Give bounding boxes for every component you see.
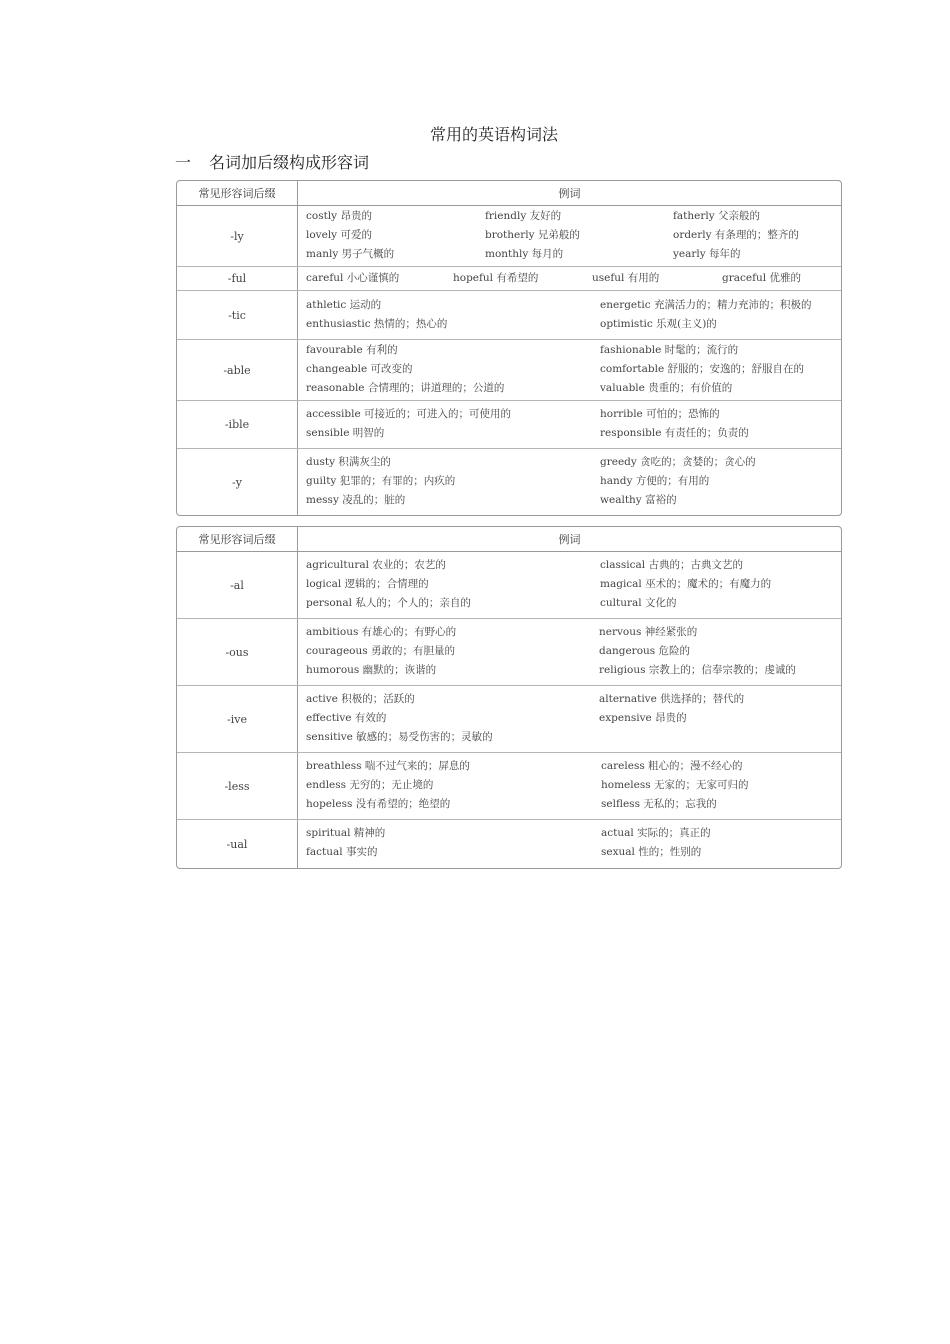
example-word: athletic 运动的	[306, 299, 382, 311]
example-word: ambitious 有雄心的；有野心的	[306, 626, 457, 638]
example-word: guilty 犯罪的；有罪的；内疚的	[306, 475, 456, 487]
example-word: dusty 积满灰尘的	[306, 456, 391, 468]
example-word: accessible 可接近的；可进入的；可使用的	[306, 408, 512, 420]
example-word: actual 实际的；真正的	[601, 827, 711, 839]
examples-cell	[298, 340, 841, 400]
examples-cell	[298, 552, 841, 618]
examples-cell	[298, 753, 841, 819]
suffix-cell: -ous	[177, 619, 298, 685]
examples-cell	[298, 291, 841, 339]
table-row	[177, 552, 841, 619]
example-word: optimistic 乐观(主义)的	[600, 318, 717, 330]
example-word: wealthy 富裕的	[600, 494, 677, 506]
example-word: hopeless 没有希望的；绝望的	[306, 798, 451, 810]
example-word: graceful 优雅的	[722, 272, 801, 284]
example-word: breathless 喘不过气来的；屏息的	[306, 760, 470, 772]
examples-cell	[298, 449, 841, 515]
suffix-cell: -ly	[177, 206, 298, 266]
example-word: effective 有效的	[306, 712, 387, 724]
suffix-cell: -ual	[177, 820, 298, 868]
example-word: humorous 幽默的；诙谐的	[306, 664, 437, 676]
example-word: enthusiastic 热情的；热心的	[306, 318, 448, 330]
example-word: comfortable 舒服的；安逸的；舒服自在的	[600, 363, 804, 375]
example-word: expensive 昂贵的	[599, 712, 687, 724]
table-header	[177, 181, 841, 206]
table-row	[177, 291, 841, 340]
example-word: reasonable 合情理的；讲道理的；公道的	[306, 382, 505, 394]
example-word: favourable 有利的	[306, 344, 398, 356]
table-row	[177, 401, 841, 449]
section-number: 一	[175, 153, 192, 172]
example-word: costly 昂贵的	[306, 210, 372, 222]
examples-cell	[298, 267, 841, 290]
example-word: handy 方便的；有用的	[600, 475, 710, 487]
examples-cell	[298, 686, 841, 752]
example-word: responsible 有责任的；负责的	[600, 427, 749, 439]
example-word: hopeful 有希望的	[453, 272, 539, 284]
example-word: brotherly 兄弟般的	[485, 229, 580, 241]
header-examples: 例词	[558, 533, 581, 546]
example-word: fashionable 时髦的；流行的	[600, 344, 739, 356]
examples-cell	[298, 820, 841, 868]
example-word: useful 有用的	[592, 272, 660, 284]
suffix-cell: -ive	[177, 686, 298, 752]
example-word: lovely 可爱的	[306, 229, 372, 241]
table-header	[177, 527, 841, 552]
example-word: yearly 每年的	[673, 248, 741, 260]
examples-cell	[298, 206, 841, 266]
example-word: religious 宗教上的；信奉宗教的；虔诚的	[599, 664, 796, 676]
example-word: endless 无穷的；无止境的	[306, 779, 434, 791]
example-word: alternative 供选择的；替代的	[599, 693, 745, 705]
example-word: homeless 无家的；无家可归的	[601, 779, 749, 791]
example-word: horrible 可怕的；恐怖的	[600, 408, 720, 420]
table-row	[177, 753, 841, 820]
suffix-cell: -y	[177, 449, 298, 515]
example-word: courageous 勇敢的；有胆量的	[306, 645, 455, 657]
suffix-table-2	[176, 526, 842, 869]
example-word: nervous 神经紧张的	[599, 626, 698, 638]
example-word: careless 粗心的；漫不经心的	[601, 760, 743, 772]
example-word: changeable 可改变的	[306, 363, 413, 375]
table-row	[177, 340, 841, 401]
example-word: classical 古典的；古典文艺的	[600, 559, 743, 571]
example-word: careful 小心谨慎的	[306, 272, 400, 284]
example-word: dangerous 危险的	[599, 645, 691, 657]
table-row	[177, 686, 841, 753]
example-word: spiritual 精神的	[306, 827, 386, 839]
example-word: personal 私人的；个人的；亲自的	[306, 597, 471, 609]
section-label: 名词加后缀构成形容词	[209, 153, 370, 172]
example-word: cultural 文化的	[600, 597, 677, 609]
table-row	[177, 449, 841, 515]
header-suffix: 常见形容词后缀	[177, 181, 298, 205]
example-word: orderly 有条理的；整齐的	[673, 229, 799, 241]
header-suffix: 常见形容词后缀	[177, 527, 298, 551]
table-row	[177, 820, 841, 868]
header-examples: 例词	[558, 187, 581, 200]
examples-cell	[298, 401, 841, 448]
page-title: 常用的英语构词法	[429, 125, 558, 144]
example-word: messy 凌乱的；脏的	[306, 494, 406, 506]
examples-cell	[298, 619, 841, 685]
example-word: energetic 充满活力的；精力充沛的；积极的	[600, 299, 812, 311]
example-word: valuable 贵重的；有价值的	[600, 382, 733, 394]
example-word: magical 巫术的；魔术的；有魔力的	[600, 578, 772, 590]
example-word: friendly 友好的	[485, 210, 562, 222]
example-word: sensible 明智的	[306, 427, 385, 439]
example-word: active 积极的；活跃的	[306, 693, 415, 705]
example-word: manly 男子气概的	[306, 248, 395, 260]
example-word: factual 事实的	[306, 846, 378, 858]
suffix-cell: -tic	[177, 291, 298, 339]
suffix-cell: -less	[177, 753, 298, 819]
suffix-cell: -al	[177, 552, 298, 618]
example-word: selfless 无私的；忘我的	[601, 798, 717, 810]
suffix-cell: -ible	[177, 401, 298, 448]
suffix-cell: -able	[177, 340, 298, 400]
example-word: agricultural 农业的；农艺的	[306, 559, 446, 571]
example-word: fatherly 父亲般的	[673, 210, 760, 222]
example-word: logical 逻辑的；合情理的	[306, 578, 429, 590]
example-word: sexual 性的；性别的	[601, 846, 702, 858]
table-row	[177, 206, 841, 267]
example-word: greedy 贪吃的；贪婪的；贪心的	[600, 456, 756, 468]
section-heading	[175, 150, 369, 173]
suffix-table-1	[176, 180, 842, 516]
table-row	[177, 619, 841, 686]
example-word: sensitive 敏感的；易受伤害的；灵敏的	[306, 731, 493, 743]
suffix-cell: -ful	[177, 267, 298, 290]
example-word: monthly 每月的	[485, 248, 564, 260]
table-row	[177, 267, 841, 291]
